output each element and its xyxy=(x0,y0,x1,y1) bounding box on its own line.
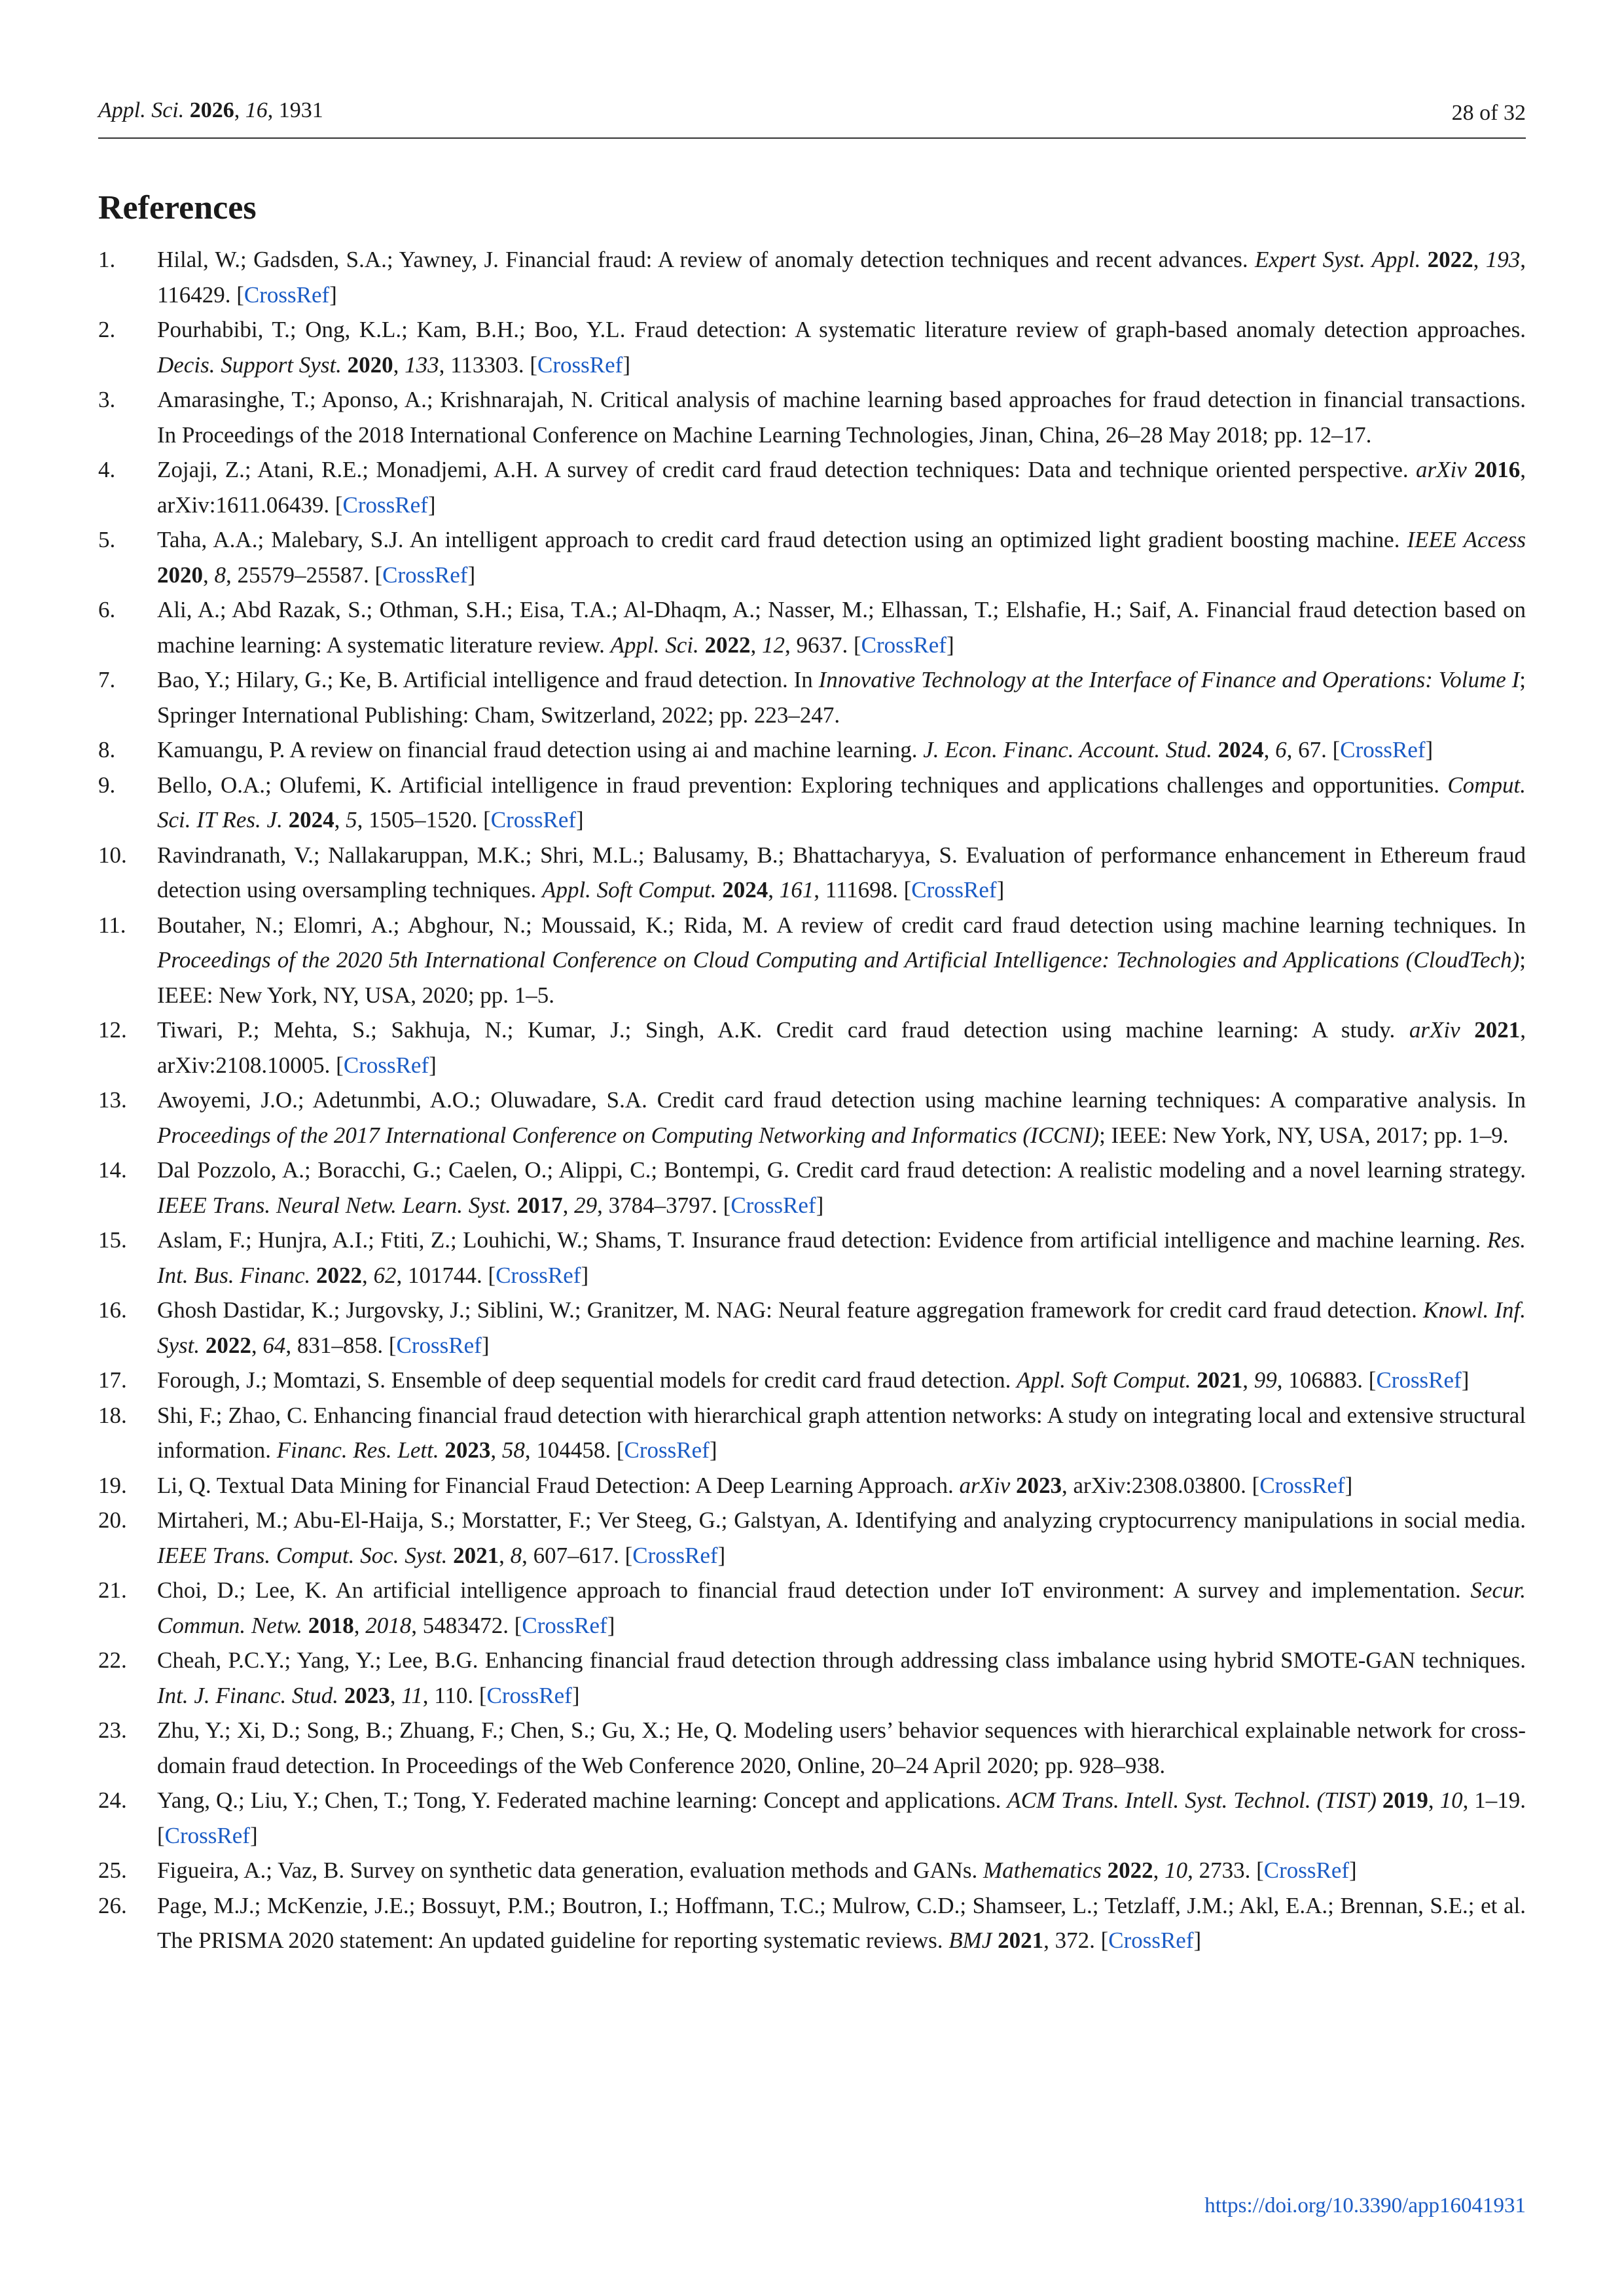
crossref-link[interactable]: CrossRef xyxy=(382,562,468,588)
crossref-link[interactable]: CrossRef xyxy=(911,877,997,903)
article-number: 1931 xyxy=(278,98,323,122)
reference-text: , xyxy=(353,1612,366,1638)
reference-text xyxy=(447,1543,453,1568)
crossref-link[interactable]: CrossRef xyxy=(624,1437,710,1463)
reference-item xyxy=(98,1083,1526,1153)
reference-text: Int. J. Financ. Stud. xyxy=(157,1682,339,1708)
reference-text: Page, M.J.; McKenzie, J.E.; Bossuyt, P.M.; Boutron, I.; Hoffmann, T.C.; Mulrow, C.D.; Shamseer, L.; Tetzlaff, J.M.; Akl, E.A.; Brennan, S.E.; et al. The PRISMA 2020 statement: An updated guideline for reporting systematic reviews. xyxy=(157,1892,1526,1953)
reference-text: ; IEEE: New York, NY, USA, 2020; pp. 1–5. xyxy=(157,947,1526,1008)
reference-text: ; IEEE: New York, NY, USA, 2017; pp. 1–9. xyxy=(1099,1122,1509,1148)
reference-text: Taha, A.A.; Malebary, S.J. An intelligent approach to credit card fraud detection using an optimized light gradient boosting machine. xyxy=(157,527,1407,552)
reference-number: 4. xyxy=(98,457,116,482)
reference-text xyxy=(699,632,705,658)
reference-text: , 25579–25587. [ xyxy=(226,562,383,588)
reference-text: ] xyxy=(996,877,1005,903)
reference-text: 11 xyxy=(401,1682,423,1708)
reference-text: Knowl. Inf. Syst. xyxy=(157,1297,1526,1358)
reference-text: 2023 xyxy=(444,1437,491,1463)
reference-text: ACM Trans. Intell. Syst. Technol. (TIST) xyxy=(1007,1787,1377,1813)
reference-item xyxy=(98,1013,1526,1083)
reference-text: Zojaji, Z.; Atani, R.E.; Monadjemi, A.H. A survey of credit card fraud detection techniques: Data and technique oriented perspective. xyxy=(157,457,1416,482)
reference-item xyxy=(98,382,1526,452)
reference-text: Expert Syst. Appl. xyxy=(1255,247,1421,272)
reference-text: Figueira, A.; Vaz, B. Survey on synthetic data generation, evaluation methods and GANs. xyxy=(157,1857,984,1883)
reference-item xyxy=(98,1398,1526,1468)
reference-item xyxy=(98,452,1526,522)
reference-text: arXiv xyxy=(1409,1017,1460,1043)
reference-text: 2020 xyxy=(347,351,393,378)
reference-number: 25. xyxy=(98,1857,127,1883)
reference-text xyxy=(1467,457,1474,482)
reference-text: , 116429. [ xyxy=(157,247,1526,308)
reference-text: Kamuangu, P. A review on financial fraud detection using ai and machine learning. xyxy=(157,737,924,762)
reference-item xyxy=(98,592,1526,662)
reference-number: 24. xyxy=(98,1787,127,1813)
crossref-link[interactable]: CrossRef xyxy=(1108,1928,1194,1953)
reference-number: 16. xyxy=(98,1297,127,1323)
reference-text: Aslam, F.; Hunjra, A.I.; Ftiti, Z.; Louhichi, W.; Shams, T. Insurance fraud detection: Evidence from artificial intelligence and machine learning. xyxy=(157,1227,1487,1253)
reference-text: 2024 xyxy=(722,877,768,903)
reference-text xyxy=(1377,1787,1382,1813)
crossref-link[interactable]: CrossRef xyxy=(861,632,947,658)
reference-text: arXiv xyxy=(959,1472,1011,1498)
reference-text: 2022 xyxy=(1427,247,1473,272)
reference-text: 2022 xyxy=(704,632,751,658)
reference-text: 5 xyxy=(346,807,357,833)
reference-item xyxy=(98,1363,1526,1398)
reference-number: 9. xyxy=(98,772,116,798)
reference-text: ] xyxy=(427,492,436,518)
reference-text xyxy=(338,1683,344,1708)
reference-text: Yang, Q.; Liu, Y.; Chen, T.; Tong, Y. Federated machine learning: Concept and applications. xyxy=(157,1787,1007,1813)
reference-number: 3. xyxy=(98,387,116,412)
reference-text: , xyxy=(1473,247,1486,272)
reference-text: , xyxy=(334,807,346,833)
page-header xyxy=(98,92,1526,139)
reference-number: 12. xyxy=(98,1017,127,1043)
reference-text: Secur. Commun. Netw. xyxy=(157,1577,1526,1638)
reference-text: ] xyxy=(1461,1367,1470,1393)
reference-text xyxy=(1420,247,1427,272)
reference-text xyxy=(511,1193,517,1218)
reference-text: ] xyxy=(576,807,584,833)
reference-number: 20. xyxy=(98,1507,127,1533)
reference-text: ] xyxy=(581,1262,589,1288)
reference-text xyxy=(992,1928,998,1953)
reference-text xyxy=(342,352,348,378)
crossref-link[interactable]: CrossRef xyxy=(1340,737,1426,762)
reference-text: Dal Pozzolo, A.; Boracchi, G.; Caelen, O.; Alippi, C.; Bontempi, G. Credit card fraud detection: A realistic modeling and a novel learning strategy. xyxy=(157,1157,1526,1183)
reference-text: 2019 xyxy=(1382,1787,1428,1813)
reference-text: 12 xyxy=(762,632,785,658)
reference-text: ] xyxy=(1193,1928,1202,1953)
reference-text: 6 xyxy=(1275,737,1287,762)
reference-text xyxy=(716,877,722,903)
reference-text: 2022 xyxy=(205,1332,251,1358)
crossref-link[interactable]: CrossRef xyxy=(244,281,330,308)
reference-text: ] xyxy=(1344,1472,1353,1498)
crossref-link[interactable]: CrossRef xyxy=(537,351,623,378)
reference-text: 193 xyxy=(1485,247,1521,272)
reference-text: , 9637. [ xyxy=(785,632,861,658)
reference-text: , arXiv:1611.06439. [ xyxy=(157,457,1526,518)
reference-text xyxy=(1102,1857,1108,1883)
reference-text: 161 xyxy=(779,877,814,903)
reference-text: 2022 xyxy=(316,1262,363,1288)
reference-text: ] xyxy=(571,1682,580,1708)
reference-text: 8 xyxy=(510,1542,522,1568)
reference-item xyxy=(98,662,1526,732)
reference-text xyxy=(310,1263,316,1288)
reference-number: 19. xyxy=(98,1472,127,1498)
journal-volume: 16 xyxy=(245,98,268,122)
reference-text: ] xyxy=(1425,737,1434,762)
reference-text: ] xyxy=(607,1612,615,1638)
reference-item xyxy=(98,838,1526,908)
reference-number: 21. xyxy=(98,1577,127,1603)
reference-text: 2023 xyxy=(344,1682,390,1708)
reference-text: Bello, O.A.; Olufemi, K. Artificial intelligence in fraud prevention: Exploring techniques and applications challenges and opportunities. xyxy=(157,772,1448,798)
reference-text: 10 xyxy=(1439,1787,1463,1813)
reference-text: arXiv xyxy=(1416,457,1467,482)
reference-text: Tiwari, P.; Mehta, S.; Sakhuja, N.; Kumar, J.; Singh, A.K. Credit card fraud detection using machine learning: A study. xyxy=(157,1017,1409,1043)
crossref-link[interactable]: CrossRef xyxy=(396,1332,482,1358)
reference-number: 13. xyxy=(98,1087,127,1113)
journal-abbrev: Appl. Sci. xyxy=(98,98,185,122)
reference-text: ] xyxy=(709,1437,717,1463)
reference-number: 10. xyxy=(98,842,127,868)
reference-text: 62 xyxy=(373,1262,397,1288)
reference-text: 2018 xyxy=(365,1612,412,1638)
reference-text: ] xyxy=(623,351,630,378)
reference-text: , xyxy=(203,562,215,588)
reference-text: Ravindranath, V.; Nallakaruppan, M.K.; Shri, M.L.; Balusamy, B.; Bhattacharyya, S. Evaluation of performance enhancement in Ethereum fraud detection using oversampling techniques. xyxy=(157,842,1526,903)
reference-text: Ghosh Dastidar, K.; Jurgovsky, J.; Siblini, W.; Granitzer, M. NAG: Neural feature aggregation framework for credit card fraud detection. xyxy=(157,1297,1424,1323)
reference-number: 22. xyxy=(98,1647,127,1673)
crossref-link[interactable]: CrossRef xyxy=(486,1682,572,1708)
reference-text: Boutaher, N.; Elomri, A.; Abghour, N.; Moussaid, K.; Rida, M. A review of credit card fraud detection using machine learning techniques. In xyxy=(157,912,1526,938)
reference-number: 18. xyxy=(98,1402,127,1428)
reference-text: , 1–19. [ xyxy=(157,1787,1526,1848)
reference-item xyxy=(98,1223,1526,1293)
reference-text: , 2733. [ xyxy=(1187,1857,1264,1883)
reference-text xyxy=(1460,1017,1475,1043)
doi-link[interactable]: https://doi.org/10.3390/app16041931 xyxy=(1204,2194,1526,2217)
reference-text: 2020 xyxy=(157,562,203,588)
reference-text: Shi, F.; Zhao, C. Enhancing financial fraud detection with hierarchical graph attention networks: A study on integrating local and extensive structural information. xyxy=(157,1402,1526,1463)
reference-text: , 67. [ xyxy=(1286,737,1341,762)
reference-text: , xyxy=(768,877,780,903)
crossref-link[interactable]: CrossRef xyxy=(496,1262,581,1288)
reference-number: 6. xyxy=(98,597,116,622)
journal-citation: Appl. Sci. 2026, 16, 1931 xyxy=(98,98,323,122)
references-heading: References xyxy=(98,189,257,226)
reference-text: , xyxy=(750,632,762,658)
reference-item xyxy=(98,1573,1526,1643)
crossref-link[interactable]: CrossRef xyxy=(343,1052,429,1078)
reference-text: Hilal, W.; Gadsden, S.A.; Yawney, J. Financial fraud: A review of anomaly detection techniques and recent advances. xyxy=(157,247,1255,272)
reference-text: , 110. [ xyxy=(422,1682,487,1708)
reference-text: Comput. Sci. IT Res. J. xyxy=(157,772,1526,833)
reference-text: , xyxy=(362,1262,374,1288)
reference-number: 8. xyxy=(98,737,116,762)
reference-number: 5. xyxy=(98,527,116,552)
reference-item xyxy=(98,242,1526,312)
reference-text: ; Springer International Publishing: Cham, Switzerland, 2022; pp. 223–247. xyxy=(157,667,1526,728)
reference-item xyxy=(98,768,1526,838)
reference-text: ] xyxy=(329,281,337,308)
reference-text: , xyxy=(1242,1367,1254,1393)
reference-item xyxy=(98,1888,1526,1958)
page-number: 28 of 32 xyxy=(1451,101,1526,125)
reference-text: 99 xyxy=(1254,1367,1277,1393)
reference-text: Proceedings of the 2020 5th International Conference on Cloud Computing and Artificial Intelligence: Technologies and Applications (CloudTech) xyxy=(157,947,1520,973)
reference-text: 2023 xyxy=(1016,1472,1062,1498)
reference-text: , arXiv:2308.03800. [ xyxy=(1062,1472,1260,1498)
reference-list xyxy=(98,242,1526,1958)
reference-text: 2017 xyxy=(516,1192,563,1218)
reference-number: 2. xyxy=(98,317,116,342)
reference-text xyxy=(1212,737,1218,762)
reference-text: , 1505–1520. [ xyxy=(357,807,491,833)
reference-item xyxy=(98,312,1526,382)
reference-text: , 111698. [ xyxy=(814,877,912,903)
reference-text: ] xyxy=(467,562,476,588)
reference-text: 2021 xyxy=(1474,1017,1521,1043)
reference-item xyxy=(98,1643,1526,1713)
reference-item xyxy=(98,1293,1526,1363)
reference-number: 26. xyxy=(98,1892,127,1918)
reference-text xyxy=(200,1333,206,1358)
reference-text: 2024 xyxy=(1218,737,1264,762)
reference-text: Bao, Y.; Hilary, G.; Ke, B. Artificial intelligence and fraud detection. In xyxy=(157,667,819,692)
reference-text: Pourhabibi, T.; Ong, K.L.; Kam, B.H.; Boo, Y.L. Fraud detection: A systematic literature review of graph-based anomaly detection approaches. xyxy=(157,317,1526,342)
reference-text: 133 xyxy=(405,351,439,378)
reference-text: Decis. Support Syst. xyxy=(157,351,342,378)
reference-text: , 607–617. [ xyxy=(522,1542,633,1568)
reference-item xyxy=(98,1713,1526,1783)
reference-text: , 113303. [ xyxy=(439,351,538,378)
reference-text: , 5483472. [ xyxy=(411,1612,522,1638)
reference-number: 11. xyxy=(98,912,126,938)
reference-number: 17. xyxy=(98,1367,127,1393)
reference-text: 2021 xyxy=(453,1542,499,1568)
reference-text: ] xyxy=(249,1822,258,1848)
reference-text: , xyxy=(499,1542,511,1568)
reference-text: Mirtaheri, M.; Abu-El-Haija, S.; Morstatter, F.; Ver Steeg, G.; Galstyan, A. Identifying and analyzing cryptocurrency manipulations in social media. xyxy=(157,1507,1526,1533)
reference-text: Li, Q. Textual Data Mining for Financial Fraud Detection: A Deep Learning Approach. xyxy=(157,1472,960,1498)
reference-item xyxy=(98,1783,1526,1853)
reference-text: Awoyemi, J.O.; Adetunmbi, A.O.; Oluwadare, S.A. Credit card fraud detection using machine learning techniques: A comparative analysis. In xyxy=(157,1087,1526,1113)
journal-year: 2026 xyxy=(189,98,234,122)
reference-item xyxy=(98,1153,1526,1223)
reference-text: , xyxy=(1428,1787,1440,1813)
reference-text: ] xyxy=(481,1332,490,1358)
reference-text: 2021 xyxy=(998,1928,1044,1953)
reference-text: , xyxy=(393,351,405,378)
reference-text: , 831–858. [ xyxy=(285,1332,397,1358)
reference-text: , arXiv:2108.10005. [ xyxy=(157,1017,1526,1078)
reference-text: Res. Int. Bus. Financ. xyxy=(157,1227,1526,1288)
reference-text: Choi, D.; Lee, K. An artificial intelligence approach to financial fraud detection under IoT environment: A survey and implementation. xyxy=(157,1577,1471,1603)
reference-text: , xyxy=(1263,737,1276,762)
reference-text: 8 xyxy=(214,562,226,588)
reference-text: , xyxy=(251,1332,263,1358)
crossref-link[interactable]: CrossRef xyxy=(342,492,428,518)
reference-text: BMJ xyxy=(948,1928,992,1953)
reference-text: , xyxy=(490,1437,502,1463)
reference-text: 2021 xyxy=(1197,1367,1243,1393)
reference-text: 2016 xyxy=(1474,457,1521,482)
reference-text xyxy=(1191,1367,1197,1393)
crossref-link[interactable]: CrossRef xyxy=(490,807,577,833)
reference-text: Amarasinghe, T.; Aponso, A.; Krishnarajah, N. Critical analysis of machine learning based approaches for fraud detection in financial transactions. In Proceedings of the 2018 International Conference on Machine Learning Technologies, Jinan, China, 26–28 May 2018; pp. 12–17. xyxy=(157,387,1526,448)
reference-item xyxy=(98,522,1526,592)
reference-number: 15. xyxy=(98,1227,127,1253)
reference-text: Mathematics xyxy=(983,1857,1102,1883)
reference-number: 7. xyxy=(98,667,116,692)
reference-text: 2018 xyxy=(308,1612,354,1638)
reference-text: 2024 xyxy=(288,807,334,833)
reference-text: 64 xyxy=(262,1332,286,1358)
reference-text: J. Econ. Financ. Account. Stud. xyxy=(923,737,1212,762)
reference-text: 2022 xyxy=(1107,1857,1153,1883)
reference-item xyxy=(98,1468,1526,1503)
reference-number: 14. xyxy=(98,1157,127,1183)
reference-text: ] xyxy=(946,632,954,658)
reference-text: ] xyxy=(1349,1857,1357,1883)
crossref-link[interactable]: CrossRef xyxy=(1259,1472,1345,1498)
reference-text: Zhu, Y.; Xi, D.; Song, B.; Zhuang, F.; Chen, S.; Gu, X.; He, Q. Modeling users’ behavior sequences with hierarchical explainable network for cross-domain fraud detection. In Proceedings of the Web Conference 2020, Online, 20–24 April 2020; pp. 928–938. xyxy=(157,1717,1526,1778)
reference-item xyxy=(98,1853,1526,1888)
reference-item xyxy=(98,1503,1526,1573)
crossref-link[interactable]: CrossRef xyxy=(731,1192,816,1218)
reference-text: , 372. [ xyxy=(1043,1928,1109,1953)
reference-text: ] xyxy=(816,1192,824,1218)
reference-text: 10 xyxy=(1164,1857,1188,1883)
reference-number: 1. xyxy=(98,247,116,272)
reference-item xyxy=(98,908,1526,1013)
reference-text: Cheah, P.C.Y.; Yang, Y.; Lee, B.G. Enhancing financial fraud detection through addressing class imbalance using hybrid SMOTE-GAN techniques. xyxy=(157,1647,1526,1673)
reference-text: Proceedings of the 2017 International Conference on Computing Networking and Informatics (ICCNI) xyxy=(157,1122,1100,1148)
crossref-link[interactable]: CrossRef xyxy=(164,1822,250,1848)
reference-text: Appl. Sci. xyxy=(610,632,699,658)
reference-text: , 106883. [ xyxy=(1276,1367,1377,1393)
reference-text: , xyxy=(1153,1857,1165,1883)
crossref-link[interactable]: CrossRef xyxy=(1263,1857,1350,1883)
reference-text: , 101744. [ xyxy=(396,1262,496,1288)
reference-text: ] xyxy=(717,1542,726,1568)
reference-text: , 3784–3797. [ xyxy=(597,1192,731,1218)
reference-text: Forough, J.; Momtazi, S. Ensemble of deep sequential models for credit card fraud detection. xyxy=(157,1367,1017,1393)
reference-number: 23. xyxy=(98,1717,127,1743)
reference-text: Ali, A.; Abd Razak, S.; Othman, S.H.; Eisa, T.A.; Al-Dhaqm, A.; Nasser, M.; Elhassan, T.; Elshafie, H.; Saif, A. Financial fraud detection based on machine learning: A systematic literature review. xyxy=(157,597,1526,658)
reference-text: 29 xyxy=(574,1192,598,1218)
reference-text: , xyxy=(389,1682,402,1708)
reference-text: IEEE Trans. Neural Netw. Learn. Syst. xyxy=(157,1192,511,1218)
crossref-link[interactable]: CrossRef xyxy=(632,1542,718,1568)
reference-text: , xyxy=(562,1192,575,1218)
reference-text: Appl. Soft Comput. xyxy=(542,877,717,903)
reference-text: Innovative Technology at the Interface of Finance and Operations: Volume I xyxy=(818,667,1520,692)
reference-text: IEEE Trans. Comput. Soc. Syst. xyxy=(157,1542,448,1568)
crossref-link[interactable]: CrossRef xyxy=(522,1612,607,1638)
reference-text: Appl. Soft Comput. xyxy=(1017,1367,1191,1393)
reference-text xyxy=(283,807,289,833)
crossref-link[interactable]: CrossRef xyxy=(1376,1367,1462,1393)
reference-text xyxy=(1010,1473,1016,1498)
reference-text: 58 xyxy=(501,1437,525,1463)
reference-item xyxy=(98,732,1526,768)
reference-text: IEEE Access xyxy=(1407,527,1526,552)
reference-text: , 104458. [ xyxy=(524,1437,624,1463)
reference-text: Financ. Res. Lett. xyxy=(276,1437,439,1463)
reference-text xyxy=(302,1613,308,1638)
reference-text: ] xyxy=(429,1052,437,1078)
